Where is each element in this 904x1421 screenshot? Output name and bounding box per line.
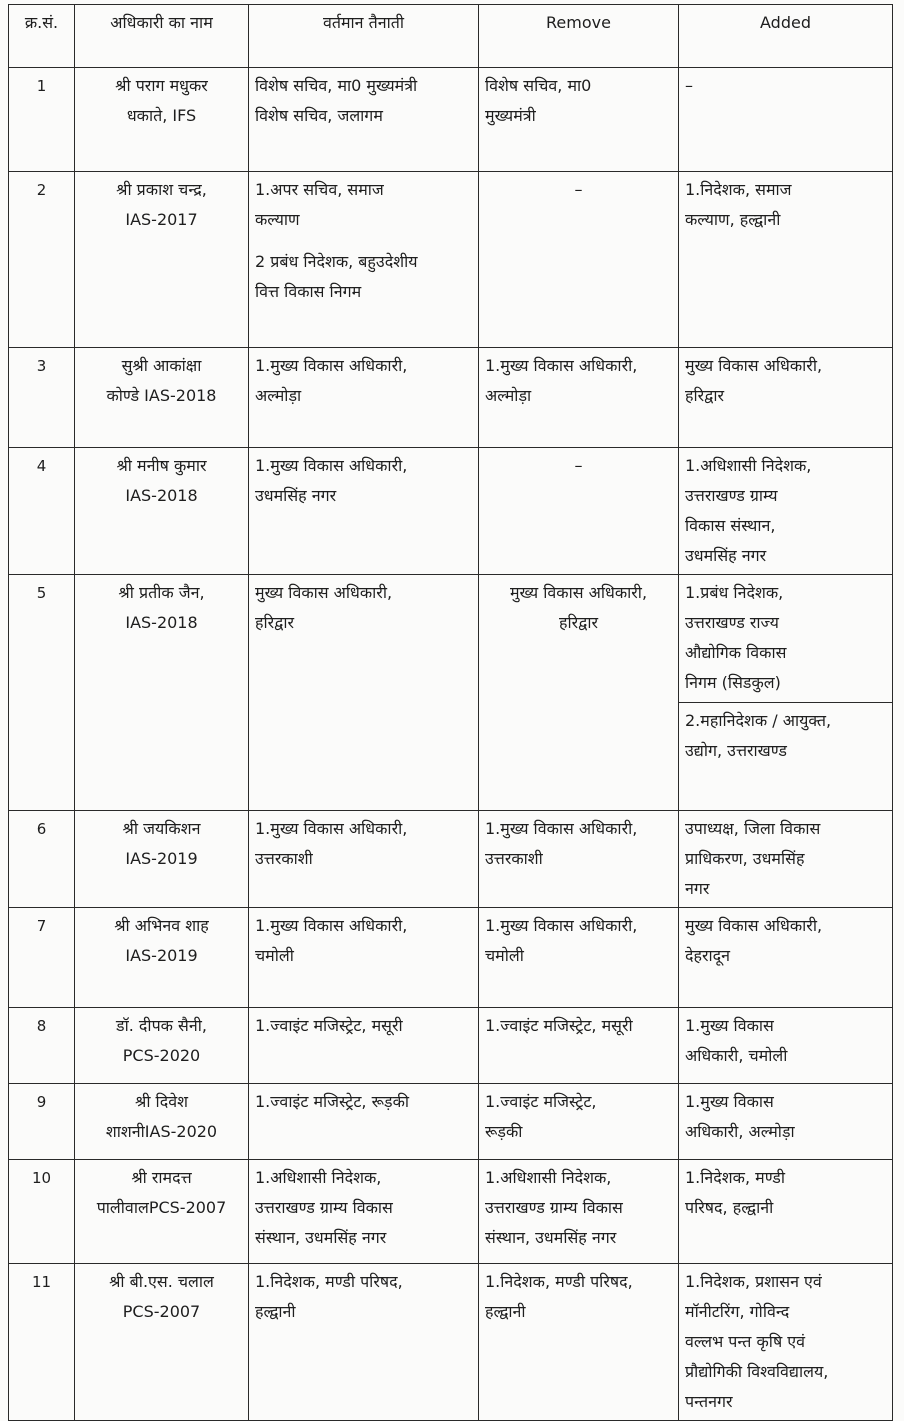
current-posting-line: 1.मुख्य विकास अधिकारी, [255, 916, 408, 935]
officer-name-line: श्री बी.एस. चलाल [109, 1272, 214, 1291]
officer-name-cell [75, 172, 249, 348]
added-line: वल्लभ पन्त कृषि एवं [685, 1332, 806, 1351]
remove-line: 1.अधिशासी निदेशक, [485, 1168, 612, 1187]
added-line: अधिकारी, चमोली [685, 1046, 788, 1065]
serial-number-cell: 5 [9, 575, 75, 811]
officer-name-line: IAS-2019 [125, 849, 198, 868]
officer-name-line: IAS-2017 [125, 210, 198, 229]
remove-cell [479, 1008, 679, 1084]
remove-line: – [574, 456, 583, 475]
table-row [9, 1008, 893, 1084]
remove-cell [479, 448, 679, 575]
serial-number-cell: 8 [9, 1008, 75, 1084]
table-row [9, 575, 893, 703]
remove-cell [479, 172, 679, 348]
added-line: 1.निदेशक, मण्डी [685, 1168, 785, 1187]
header-serial-number: क्र.सं. [9, 5, 75, 68]
header-current-posting: वर्तमान तैनाती [249, 5, 479, 68]
added-line: देहरादून [685, 946, 731, 965]
officer-name-line: श्री प्रतीक जैन, [118, 583, 205, 602]
added-line: विकास संस्थान, [685, 516, 776, 535]
officer-name-line: कोण्डे IAS-2018 [106, 386, 217, 405]
officer-name-line: धकाते, IFS [126, 106, 197, 125]
officer-name-line: सुश्री आकांक्षा [121, 356, 202, 375]
officer-name-cell [75, 448, 249, 575]
officer-name-line: श्री रामदत्त [131, 1168, 192, 1187]
table-row [9, 811, 893, 908]
officer-name-line: IAS-2019 [125, 946, 198, 965]
officer-name-line: PCS-2007 [122, 1302, 201, 1321]
current-posting-cell [249, 575, 479, 811]
current-posting-cell [249, 68, 479, 172]
added-line: कल्याण, हल्द्वानी [685, 210, 781, 229]
remove-line: मुख्य विकास अधिकारी, [509, 583, 648, 602]
officer-name-line: श्री प्रकाश चन्द्र, [116, 180, 207, 199]
current-posting-line: 2 प्रबंध निदेशक, बहुउदेशीय [255, 252, 418, 271]
added-line: प्राधिकरण, उधमसिंह [685, 849, 805, 868]
officer-name-cell [75, 1008, 249, 1084]
serial-number-cell: 1 [9, 68, 75, 172]
current-posting-line: 1.मुख्य विकास अधिकारी, [255, 356, 408, 375]
remove-line: 1.मुख्य विकास अधिकारी, [485, 916, 638, 935]
added-line: प्रौद्योगिकी विश्वविद्यालय, [685, 1362, 829, 1381]
table-row [9, 172, 893, 348]
remove-cell [479, 811, 679, 908]
serial-number-cell: 6 [9, 811, 75, 908]
officer-name-line: श्री मनीष कुमार [116, 456, 207, 475]
added-line: 1.निदेशक, प्रशासन एवं [685, 1272, 822, 1291]
current-posting-line: उत्तराखण्ड ग्राम्य विकास [255, 1198, 393, 1217]
added-line: परिषद, हल्द्वानी [685, 1198, 774, 1217]
officer-name-line: श्री दिवेश [135, 1092, 188, 1111]
remove-cell [479, 1160, 679, 1264]
added-cell [679, 172, 893, 348]
officer-name-line: IAS-2018 [125, 613, 198, 632]
added-cell [679, 908, 893, 1008]
added-line: 1.निदेशक, समाज [685, 180, 792, 199]
added-cell [679, 1160, 893, 1264]
officer-name-cell [75, 908, 249, 1008]
added-line: नगर [685, 879, 710, 898]
officer-name-line: शाशनीIAS-2020 [105, 1122, 218, 1141]
current-posting-cell [249, 348, 479, 448]
officer-name-line: श्री पराग मधुकर [115, 76, 208, 95]
added-cell [679, 811, 893, 908]
remove-line: रूड़की [485, 1122, 523, 1141]
current-posting-line: संस्थान, उधमसिंह नगर [255, 1228, 387, 1247]
remove-line: – [574, 180, 583, 199]
added-line: पन्तनगर [685, 1392, 733, 1411]
current-posting-line: 1.ज्वाइंट मजिस्ट्रेट, रूड़की [255, 1092, 409, 1111]
current-posting-line: 1.निदेशक, मण्डी परिषद, [255, 1272, 403, 1291]
current-posting-cell [249, 1008, 479, 1084]
remove-line: 1.निदेशक, मण्डी परिषद, [485, 1272, 633, 1291]
table-row [9, 1160, 893, 1264]
added-line: उत्तराखण्ड ग्राम्य [685, 486, 778, 505]
current-posting-line: विशेष सचिव, मा0 मुख्यमंत्री [255, 76, 418, 95]
added-line: अधिकारी, अल्मोड़ा [685, 1122, 795, 1141]
current-posting-line: अल्मोड़ा [255, 386, 302, 405]
serial-number-cell: 7 [9, 908, 75, 1008]
current-posting-line: 1.मुख्य विकास अधिकारी, [255, 819, 408, 838]
current-posting-line: उधमसिंह नगर [255, 486, 337, 505]
header-remove: Remove [479, 5, 679, 68]
added-cell [679, 448, 893, 575]
remove-cell [479, 908, 679, 1008]
current-posting-line: हल्द्वानी [255, 1302, 296, 1321]
added-line: 1.मुख्य विकास [685, 1092, 774, 1111]
officer-name-cell [75, 575, 249, 811]
current-posting-line: कल्याण [255, 210, 300, 229]
officer-name-line: IAS-2018 [125, 486, 198, 505]
serial-number-cell: 3 [9, 348, 75, 448]
added-line: 1.मुख्य विकास [685, 1016, 774, 1035]
remove-line: संस्थान, उधमसिंह नगर [485, 1228, 617, 1247]
added-line: उत्तराखण्ड राज्य [685, 613, 779, 632]
remove-cell [479, 575, 679, 811]
table-row [9, 348, 893, 448]
remove-line: 1.मुख्य विकास अधिकारी, [485, 356, 638, 375]
serial-number-cell: 11 [9, 1264, 75, 1421]
officer-name-cell [75, 811, 249, 908]
officer-name-cell [75, 68, 249, 172]
officer-name-cell [75, 348, 249, 448]
table-row [9, 908, 893, 1008]
table-row [9, 448, 893, 575]
current-posting-line: चमोली [255, 946, 294, 965]
added-line: उद्योग, उत्तराखण्ड [685, 741, 787, 760]
remove-line: मुख्यमंत्री [485, 106, 536, 125]
added-line: 1.प्रबंध निदेशक, [685, 583, 784, 602]
added-cell [679, 68, 893, 172]
serial-number-cell: 4 [9, 448, 75, 575]
current-posting-cell [249, 811, 479, 908]
remove-cell [479, 1264, 679, 1421]
current-posting-line: 1.अपर सचिव, समाज [255, 180, 384, 199]
added-line: मॉनीटरिंग, गोविन्द [685, 1302, 790, 1321]
officer-name-line: पालीवालPCS-2007 [96, 1198, 227, 1217]
officer-name-line: डॉ. दीपक सैनी, [116, 1016, 207, 1035]
remove-line: उत्तराखण्ड ग्राम्य विकास [485, 1198, 623, 1217]
current-posting-line: उत्तरकाशी [255, 849, 313, 868]
added-line: मुख्य विकास अधिकारी, [685, 356, 823, 375]
header-officer-name: अधिकारी का नाम [75, 5, 249, 68]
current-posting-line: हरिद्वार [255, 613, 295, 632]
current-posting-cell [249, 172, 479, 348]
added-line: उधमसिंह नगर [685, 546, 767, 565]
remove-line: 1.ज्वाइंट मजिस्ट्रेट, मसूरी [485, 1016, 633, 1035]
current-posting-cell [249, 908, 479, 1008]
remove-cell [479, 1084, 679, 1160]
current-posting-cell [249, 1084, 479, 1160]
current-posting-line: मुख्य विकास अधिकारी, [255, 583, 393, 602]
remove-line: हरिद्वार [558, 613, 599, 632]
table-row [9, 1264, 893, 1421]
table-body [9, 68, 893, 1421]
remove-line: हल्द्वानी [485, 1302, 526, 1321]
serial-number-cell: 2 [9, 172, 75, 348]
added-line: औद्योगिक विकास [685, 643, 787, 662]
added-line: निगम (सिडकुल) [685, 673, 781, 692]
remove-line: 1.मुख्य विकास अधिकारी, [485, 819, 638, 838]
added-cell [679, 1084, 893, 1160]
added-line: मुख्य विकास अधिकारी, [685, 916, 823, 935]
added-cell [679, 348, 893, 448]
officer-name-line: PCS-2020 [122, 1046, 201, 1065]
added-cell [679, 575, 893, 703]
current-posting-line: 1.ज्वाइंट मजिस्ट्रेट, मसूरी [255, 1016, 403, 1035]
officer-name-cell [75, 1084, 249, 1160]
added-line: – [685, 76, 693, 95]
officer-name-cell [75, 1264, 249, 1421]
current-posting-line: विशेष सचिव, जलागम [255, 106, 383, 125]
table-row [9, 1084, 893, 1160]
added-line: 2.महानिदेशक / आयुक्त, [685, 711, 832, 730]
current-posting-line: 1.मुख्य विकास अधिकारी, [255, 456, 408, 475]
added-cell [679, 1264, 893, 1421]
officer-name-line: श्री जयकिशन [122, 819, 201, 838]
added-line: उपाध्यक्ष, जिला विकास [685, 819, 821, 838]
added-cell [679, 1008, 893, 1084]
current-posting-line: 1.अधिशासी निदेशक, [255, 1168, 382, 1187]
remove-cell [479, 348, 679, 448]
remove-line: विशेष सचिव, मा0 [485, 76, 592, 95]
serial-number-cell: 10 [9, 1160, 75, 1264]
added-line: हरिद्वार [685, 386, 725, 405]
serial-number-cell: 9 [9, 1084, 75, 1160]
remove-line: उत्तरकाशी [485, 849, 543, 868]
added-line: 1.अधिशासी निदेशक, [685, 456, 812, 475]
officer-name-line: श्री अभिनव शाह [114, 916, 209, 935]
header-added: Added [679, 5, 893, 68]
remove-line: अल्मोड़ा [485, 386, 532, 405]
transfer-table [8, 4, 893, 1421]
added-cell-second [679, 703, 893, 811]
remove-line: 1.ज्वाइंट मजिस्ट्रेट, [485, 1092, 597, 1111]
officer-name-cell [75, 1160, 249, 1264]
current-posting-cell [249, 1160, 479, 1264]
remove-line: चमोली [485, 946, 524, 965]
remove-cell [479, 68, 679, 172]
table-row [9, 68, 893, 172]
current-posting-line: वित्त विकास निगम [255, 282, 362, 301]
header-row [9, 5, 893, 68]
current-posting-cell [249, 448, 479, 575]
current-posting-cell [249, 1264, 479, 1421]
